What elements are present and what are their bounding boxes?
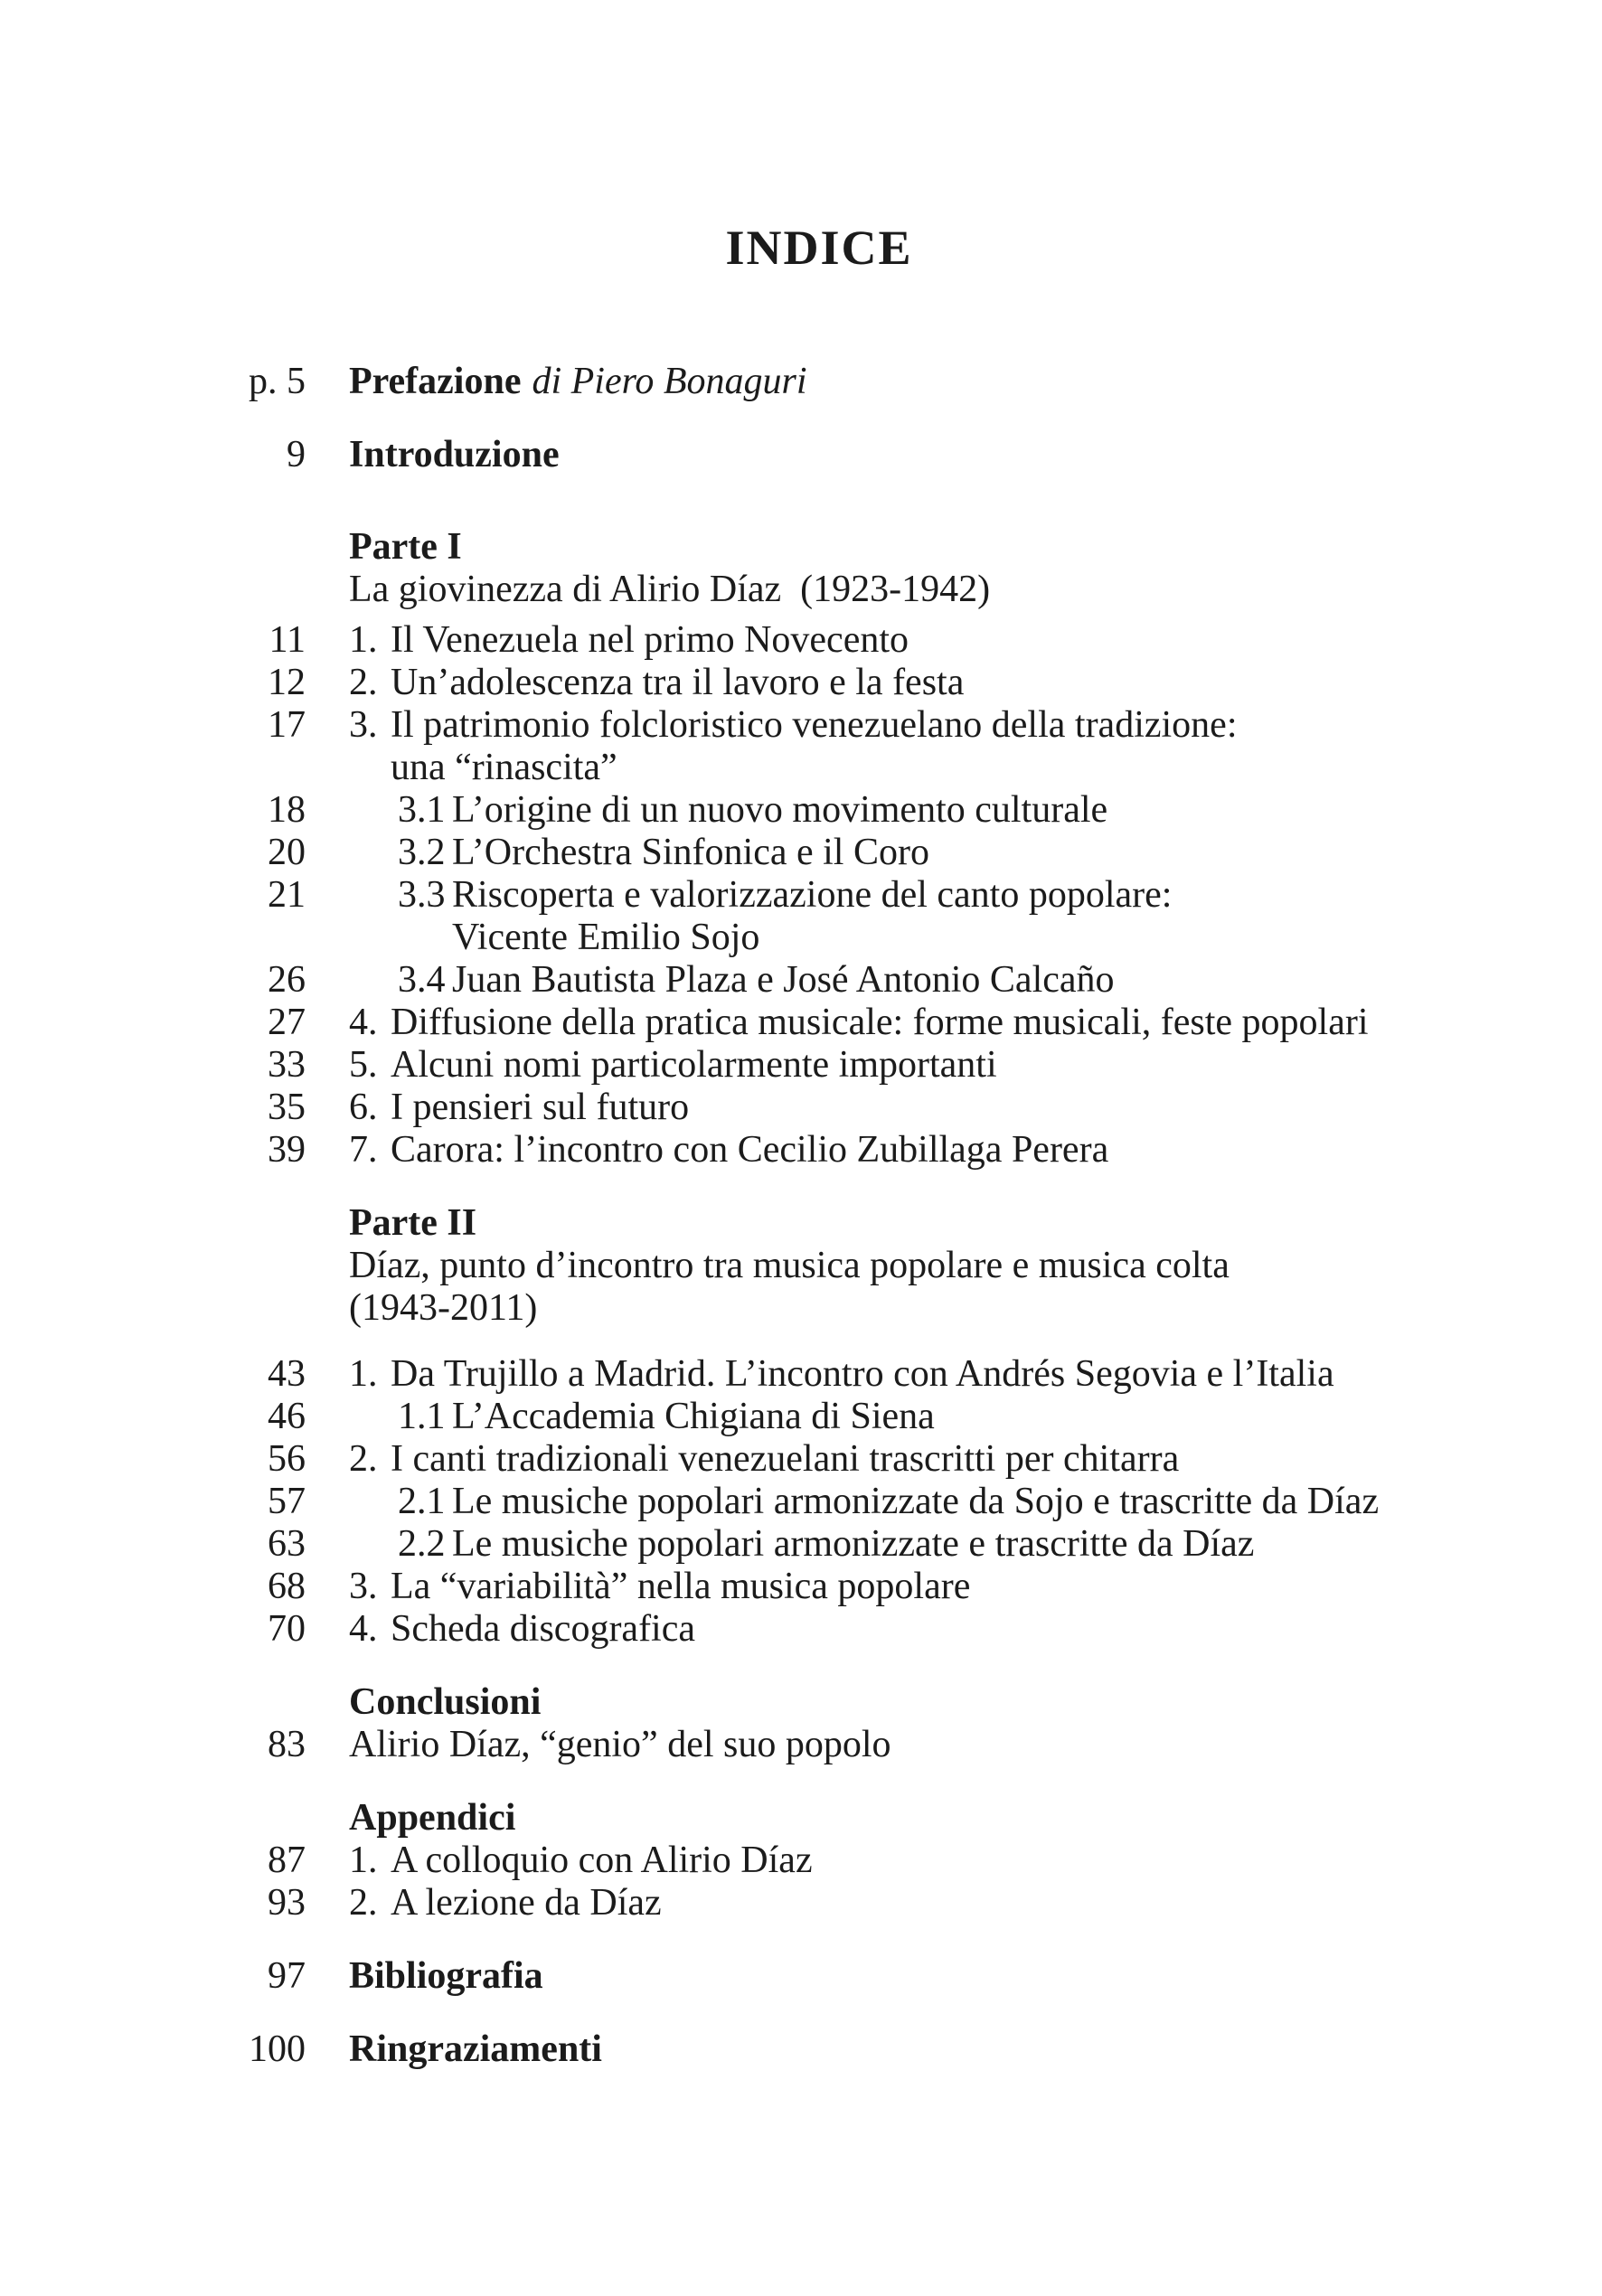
entry-text: Le musiche popolari armonizzate e trascritte da Díaz: [452, 1523, 1255, 1565]
entry-body: [398, 832, 1475, 874]
entry-text-line1: Riscoperta e valorizzazione del canto popolare:: [452, 874, 1173, 916]
entry-marker: 3.: [349, 1566, 378, 1607]
toc-entry: [163, 1840, 1475, 1882]
section-subtitle: Díaz, punto d’incontro tra musica popolare e musica colta: [349, 1245, 1230, 1286]
section-heading: Parte II: [349, 1202, 477, 1244]
entry-page-number: 70: [268, 1608, 306, 1650]
entry-text-line2: Vicente Emilio Sojo: [452, 917, 760, 958]
entry-marker: 5.: [349, 1044, 378, 1086]
entry-text: Alirio Díaz, “genio” del suo popolo: [349, 1724, 891, 1765]
entry-page-number: 33: [268, 1044, 306, 1086]
toc-entry-bibliografia: [163, 1955, 1475, 1998]
entry-marker: 7.: [349, 1129, 378, 1171]
section-heading: Conclusioni: [349, 1681, 542, 1723]
entry-text: Scheda discografica: [391, 1608, 696, 1650]
entry-page-number: 27: [268, 1002, 306, 1043]
entry-body: [398, 1523, 1475, 1566]
toc-entry-ringraziamenti: [163, 2028, 1475, 2071]
toc-entry: [163, 1396, 1475, 1438]
toc-entry: [163, 704, 1475, 789]
entry-page-number: 11: [269, 619, 306, 661]
entry-marker: 6.: [349, 1087, 378, 1128]
entry-text: La “variabilità” nella musica popolare: [391, 1566, 971, 1607]
entry-page-number: 39: [268, 1129, 306, 1171]
page-title: INDICE: [725, 221, 913, 275]
toc-entry: [163, 1566, 1475, 1608]
entry-body: [349, 704, 1475, 789]
entry-page-number: p. 5: [249, 361, 306, 402]
entry-text: A lezione da Díaz: [391, 1882, 662, 1924]
toc-entry: [163, 1087, 1475, 1129]
entry-body: [349, 1608, 1475, 1651]
entry-body: [398, 874, 1475, 959]
entry-marker: 2.2: [398, 1523, 446, 1565]
toc-entry-introduzione: [163, 434, 1475, 476]
toc-entry: [163, 619, 1475, 662]
entry-text: I canti tradizionali venezuelani trascritti per chitarra: [391, 1438, 1180, 1480]
toc-entry-conclusioni: [163, 1724, 1475, 1766]
toc-entry: [163, 1481, 1475, 1523]
toc-section-heading-parte2: [163, 1202, 1475, 1330]
entry-page-number: 17: [268, 704, 306, 746]
entry-page-number: 12: [268, 662, 306, 703]
entry-text: Il Venezuela nel primo Novecento: [391, 619, 909, 661]
toc-entry: [163, 1129, 1475, 1172]
entry-text: Carora: l’incontro con Cecilio Zubillaga Perera: [391, 1129, 1109, 1171]
entry-page-number: 83: [268, 1724, 306, 1765]
entry-page-number: 63: [268, 1523, 306, 1565]
toc-entry: [163, 959, 1475, 1002]
toc-section-heading-parte1: [163, 526, 1475, 611]
entry-body: [349, 1129, 1475, 1172]
entry-body: [349, 1353, 1475, 1396]
entry-page-number: 56: [268, 1438, 306, 1480]
toc-section-heading-conclusioni: [163, 1681, 1475, 1724]
toc-entry: [163, 832, 1475, 874]
entry-marker: 1.: [349, 619, 378, 661]
entry-marker: 4.: [349, 1002, 378, 1043]
entry-body: [398, 789, 1475, 832]
entry-marker: 2.: [349, 1882, 378, 1924]
entry-body: [349, 1087, 1475, 1129]
toc-entry: [163, 1002, 1475, 1044]
entry-marker: 3.1: [398, 789, 446, 831]
entry-text: Diffusione della pratica musicale: forme musicali, feste popolari: [391, 1002, 1369, 1043]
entry-text: L’Orchestra Sinfonica e il Coro: [452, 832, 929, 873]
section-heading-block: [349, 526, 1475, 611]
entry-text: L’origine di un nuovo movimento culturale: [452, 789, 1108, 831]
entry-marker: 3.: [349, 704, 378, 746]
entry-body: [349, 1882, 1475, 1924]
entry-marker: 1.1: [398, 1396, 446, 1437]
entry-text: Juan Bautista Plaza e José Antonio Calcaño: [452, 959, 1115, 1001]
entry-body: [398, 1481, 1475, 1523]
entry-page-number: 43: [268, 1353, 306, 1395]
toc-entry: [163, 662, 1475, 704]
entry-title: Introduzione: [349, 434, 560, 475]
entry-marker: 3.4: [398, 959, 446, 1001]
entry-text: [391, 704, 1475, 789]
entry-text: [349, 361, 1475, 403]
entry-page-number: 35: [268, 1087, 306, 1128]
entry-marker: 1.: [349, 1840, 378, 1881]
toc-entry: [163, 789, 1475, 832]
entry-body: [349, 1438, 1475, 1481]
toc-entry: [163, 1044, 1475, 1087]
entry-body: [349, 1044, 1475, 1087]
entry-page-number: 68: [268, 1566, 306, 1607]
entry-body: [349, 1002, 1475, 1044]
entry-page-number: 20: [268, 832, 306, 873]
entry-body: [349, 1840, 1475, 1882]
entry-text: Un’adolescenza tra il lavoro e la festa: [391, 662, 965, 703]
entry-body: [349, 1566, 1475, 1608]
toc-section-parte2-items: [163, 1353, 1475, 1651]
entry-body: [398, 1396, 1475, 1438]
entry-page-number: 100: [249, 2028, 306, 2070]
entry-marker: 2.: [349, 662, 378, 703]
entry-page-number: [163, 1681, 306, 1724]
entry-text: [452, 874, 1475, 959]
entry-page-number: 9: [287, 434, 306, 475]
entry-page-number: 46: [268, 1396, 306, 1437]
entry-page-number: [163, 1202, 306, 1330]
toc-entry: [163, 874, 1475, 959]
entry-marker: 1.: [349, 1353, 378, 1395]
entry-page-number: 97: [268, 1955, 306, 1997]
entry-marker: 2.1: [398, 1481, 446, 1522]
entry-marker: 4.: [349, 1608, 378, 1650]
entry-text: Da Trujillo a Madrid. L’incontro con Andrés Segovia e l’Italia: [391, 1353, 1334, 1395]
entry-title: Ringraziamenti: [349, 2028, 602, 2070]
entry-text: L’Accademia Chigiana di Siena: [452, 1396, 935, 1437]
entry-title: Prefazione: [349, 361, 522, 402]
entry-text-line2: una “rinascita”: [391, 747, 617, 788]
entry-author: di Piero Bonaguri: [532, 361, 807, 402]
toc-entry: [163, 1353, 1475, 1396]
entry-marker: 3.2: [398, 832, 446, 873]
entry-text: Le musiche popolari armonizzate da Sojo e trascritte da Díaz: [452, 1481, 1380, 1522]
entry-marker: 2.: [349, 1438, 378, 1480]
section-heading-block: [349, 1202, 1475, 1330]
entry-page-number: 57: [268, 1481, 306, 1522]
section-subtitle-years: (1943-2011): [349, 1287, 538, 1329]
toc-entry-prefazione: [163, 361, 1475, 403]
entry-text: I pensieri sul futuro: [391, 1087, 690, 1128]
table-of-contents: [163, 361, 1475, 2071]
toc-entry: [163, 1438, 1475, 1481]
toc-entry: [163, 1882, 1475, 1924]
entry-page-number: 87: [268, 1840, 306, 1881]
entry-page-number: [163, 526, 306, 611]
entry-text: Alcuni nomi particolarmente importanti: [391, 1044, 997, 1086]
entry-title: Bibliografia: [349, 1955, 543, 1997]
entry-text: A colloquio con Alirio Díaz: [391, 1840, 813, 1881]
section-heading: Appendici: [349, 1797, 516, 1839]
toc-entry: [163, 1608, 1475, 1651]
toc-entry: [163, 1523, 1475, 1566]
section-heading: Parte I: [349, 526, 462, 568]
toc-section-parte1-items: [163, 619, 1475, 1172]
entry-page-number: 93: [268, 1882, 306, 1924]
entry-page-number: 18: [268, 789, 306, 831]
toc-section-heading-appendici: [163, 1797, 1475, 1840]
entry-body: [349, 662, 1475, 704]
entry-body: [398, 959, 1475, 1002]
section-subtitle: La giovinezza di Alirio Díaz (1923-1942): [349, 569, 991, 610]
entry-page-number: 21: [268, 874, 306, 916]
entry-marker: 3.3: [398, 874, 446, 916]
entry-page-number: [163, 1797, 306, 1840]
entry-text-line1: Il patrimonio folcloristico venezuelano della tradizione:: [391, 704, 1238, 746]
entry-page-number: 26: [268, 959, 306, 1001]
entry-body: [349, 619, 1475, 662]
